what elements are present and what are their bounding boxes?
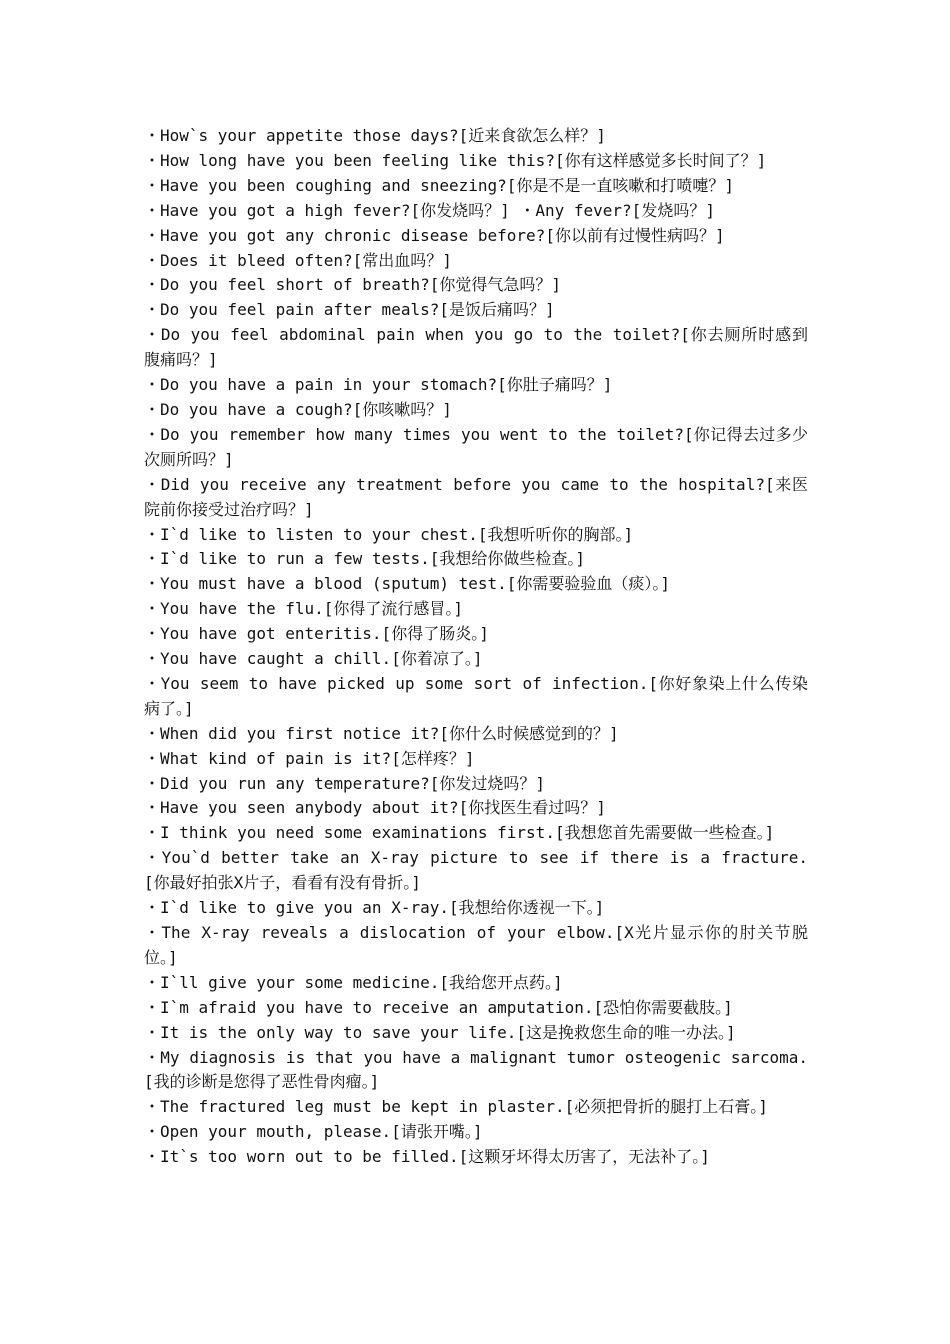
phrase-line: ・Open your mouth, please.[请张开嘴。] xyxy=(144,1122,483,1142)
phrase-line: ・Have you got a high fever?[你发烧吗？] ・Any fever?[发烧吗？] xyxy=(144,200,715,220)
phrase-line: ・You`d better take an X-ray picture to see if there is a fracture.[你最好拍张X片子，看看有没有骨折。] xyxy=(144,848,808,893)
phrase-line: ・Do you have a cough?[你咳嗽吗？] xyxy=(144,399,452,419)
phrase-line: ・How`s your appetite those days?[近来食欲怎么样？] xyxy=(144,126,606,145)
phrase-line: ・You have got enteritis.[你得了肠炎。] xyxy=(144,624,489,644)
phrase-line: ・I`d like to listen to your chest.[我想听听你的胸部。] xyxy=(144,524,634,544)
phrase-line: ・Do you remember how many times you went to the toilet?[你记得去过多少次厕所吗？] xyxy=(144,424,808,469)
phrase-line: ・You must have a blood (sputum) test.[你需要验验血（痰）。] xyxy=(144,574,671,594)
phrase-line: ・The X-ray reveals a dislocation of your elbow.[X光片显示你的肘关节脱位。] xyxy=(144,923,808,967)
phrase-line: ・Have you got any chronic disease before?[你以前有过慢性病吗？] xyxy=(144,225,725,245)
phrase-line: ・When did you first notice it?[你什么时候感觉到的？] xyxy=(144,723,619,743)
phrase-line: ・Have you seen anybody about it?[你找医生看过吗？] xyxy=(144,798,606,818)
phrase-line: ・You seem to have picked up some sort of infection.[你好象染上什么传染病了。] xyxy=(144,673,808,718)
phrase-line: ・Did you run any temperature?[你发过烧吗？] xyxy=(144,773,545,793)
phrase-line: ・I think you need some examinations first.[我想您首先需要做一些检查。] xyxy=(144,823,775,843)
phrase-line: ・What kind of pain is it?[怎样疼？] xyxy=(144,748,475,768)
phrase-line: ・I`ll give your some medicine.[我给您开点药。] xyxy=(144,972,563,992)
phrase-line: ・It`s too worn out to be filled.[这颗牙坏得太历害了，无法补了。] xyxy=(144,1147,710,1167)
phrase-line: ・I`m afraid you have to receive an amputation.[恐怕你需要截肢。] xyxy=(144,997,733,1017)
phrase-line: ・My diagnosis is that you have a malignant tumor osteogenic sarcoma.[我的诊断是您得了恶性骨肉瘤。] xyxy=(144,1047,808,1092)
phrase-line: ・Did you receive any treatment before you came to the hospital?[来医院前你接受过治疗吗？] xyxy=(144,474,808,519)
phrase-line: ・I`d like to give you an X-ray.[我想给你透视一下。] xyxy=(144,898,605,918)
phrase-line: ・Have you been coughing and sneezing?[你是不是一直咳嗽和打喷嚏？] xyxy=(144,175,735,195)
phrase-line: ・I`d like to run a few tests.[我想给你做些检查。] xyxy=(144,549,585,569)
phrase-line: ・You have caught a chill.[你着凉了。] xyxy=(144,649,483,669)
phrase-line: ・Do you feel abdominal pain when you go to the toilet?[你去厕所时感到腹痛吗？] xyxy=(144,325,808,370)
phrase-line: ・You have the flu.[你得了流行感冒。] xyxy=(144,599,464,619)
phrase-line: ・Do you feel short of breath?[你觉得气急吗？] xyxy=(144,275,561,295)
phrase-line: ・Do you have a pain in your stomach?[你肚子痛吗？] xyxy=(144,375,613,395)
document-page xyxy=(144,124,808,1170)
phrase-line: ・It is the only way to save your life.[这是挽救您生命的唯一办法。] xyxy=(144,1022,736,1042)
phrase-line: ・How long have you been feeling like this?[你有这样感觉多长时间了？] xyxy=(144,150,767,170)
phrase-line: ・Do you feel pain after meals?[是饭后痛吗？] xyxy=(144,300,555,320)
phrase-line: ・Does it bleed often?[常出血吗？] xyxy=(144,250,452,270)
phrase-line: ・The fractured leg must be kept in plaster.[必须把骨折的腿打上石膏。] xyxy=(144,1097,768,1117)
